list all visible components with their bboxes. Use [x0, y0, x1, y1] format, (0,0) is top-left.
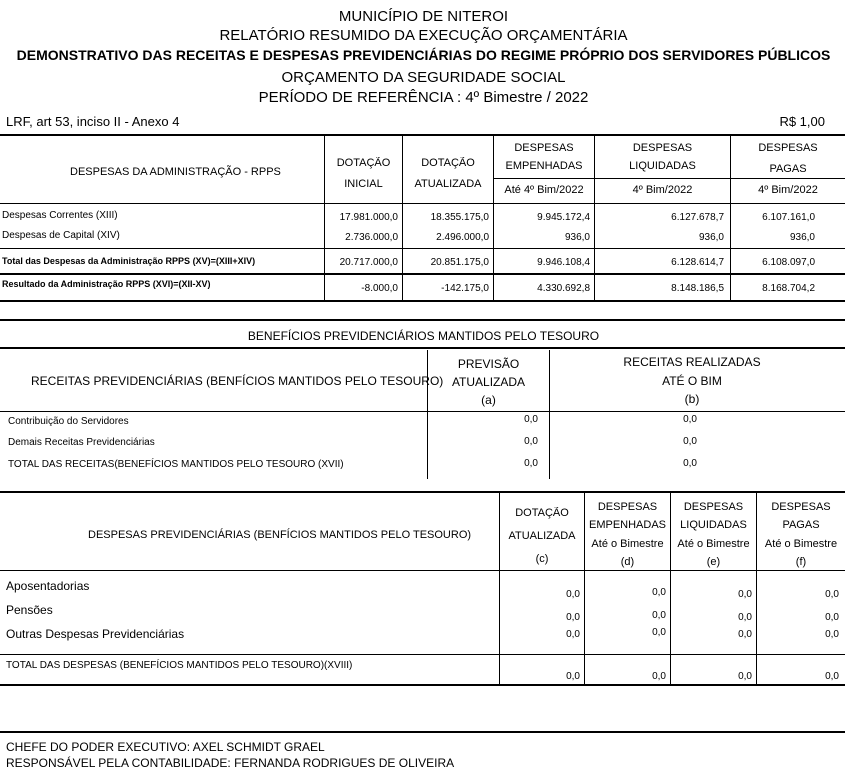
despesas-row-label: Pensões: [6, 603, 53, 617]
admin-total-value: 20.717.000,0: [339, 257, 398, 268]
col-header-liquidadas-sub: 4º Bim/2022: [632, 184, 693, 196]
despesas-col-header-empenhadas-4: (d): [620, 556, 635, 568]
despesas-row-value: 0,0: [738, 629, 752, 640]
receitas-col-header-previsao-2: ATUALIZADA: [451, 375, 526, 389]
admin-total-value: 6.108.097,0: [762, 257, 815, 268]
col-header-pagas-2: PAGAS: [769, 163, 807, 175]
despesas-row-value: 0,0: [566, 589, 580, 600]
despesas-col-header-dotacao-1: DOTAÇÃO: [515, 507, 569, 519]
receitas-row-label: Demais Receitas Previdenciárias: [8, 437, 155, 448]
col-header-dotacao-atualizada-2: ATUALIZADA: [414, 178, 482, 190]
admin-row-value: 6.127.678,7: [671, 212, 724, 223]
col-header-empenhadas-1: DESPESAS: [514, 142, 574, 154]
admin-result-value: -142.175,0: [441, 283, 489, 294]
despesas-col-header-liquidadas-4: (e): [706, 556, 721, 568]
despesas-col-header-dotacao-2: ATUALIZADA: [508, 530, 576, 542]
col-header-empenhadas-2: EMPENHADAS: [505, 160, 583, 172]
despesas-total-label: TOTAL DAS DESPESAS (BENEFÍCIOS MANTIDOS PELO TESOURO)(XVIII): [6, 660, 353, 671]
despesas-total-value: 0,0: [652, 671, 666, 682]
footer-chefe-executivo: CHEFE DO PODER EXECUTIVO: AXEL SCHMIDT GRAEL: [6, 740, 325, 754]
despesas-row-value: 0,0: [652, 587, 666, 598]
admin-row-value: 936,0: [564, 232, 590, 243]
receitas-total-label: TOTAL DAS RECEITAS(BENEFÍCIOS MANTIDOS PELO TESOURO (XVII): [8, 459, 344, 470]
col-header-pagas-sub: 4º Bim/2022: [758, 184, 818, 196]
despesas-col-header-liquidadas-2: LIQUIDADAS: [680, 519, 747, 531]
despesas-total-value: 0,0: [738, 671, 752, 682]
despesas-col-header-pagas-4: (f): [795, 556, 807, 568]
col-header-dotacao-inicial-1: DOTAÇÃO: [336, 157, 391, 169]
despesas-col-header-empenhadas-3: Até o Bimestre: [591, 538, 664, 550]
despesas-total-value: 0,0: [566, 671, 580, 682]
beneficios-section-title: BENEFÍCIOS PREVIDENCIÁRIOS MANTIDOS PELO TESOURO: [247, 329, 600, 343]
receitas-col-header-previsao-3: (a): [481, 393, 496, 407]
admin-row-label: Despesas de Capital (XIV): [2, 230, 120, 241]
admin-row-value: 6.107.161,0: [762, 212, 815, 223]
despesas-col-header-description: DESPESAS PREVIDENCIÁRIAS (BENFÍCIOS MANTIDOS PELO TESOURO): [88, 529, 472, 541]
admin-row-value: 2.496.000,0: [436, 232, 489, 243]
despesas-col-header-empenhadas-2: EMPENHADAS: [588, 519, 667, 531]
despesas-row-value: 0,0: [652, 610, 666, 621]
receitas-total-value-a: 0,0: [524, 458, 538, 469]
currency-unit: R$ 1,00: [779, 114, 825, 129]
admin-result-value: 8.168.704,2: [762, 283, 815, 294]
admin-row-value: 18.355.175,0: [430, 212, 489, 223]
despesas-total-value: 0,0: [825, 671, 839, 682]
despesas-row-label: Aposentadorias: [6, 579, 90, 593]
despesas-row-value: 0,0: [566, 629, 580, 640]
receitas-row-value-b: 0,0: [683, 414, 697, 425]
receitas-col-header-realizadas-1: RECEITAS REALIZADAS: [623, 355, 761, 369]
admin-total-value: 9.946.108,4: [537, 257, 590, 268]
admin-result-value: -8.000,0: [361, 283, 398, 294]
despesas-row-value: 0,0: [825, 612, 839, 623]
admin-result-value: 8.148.186,5: [671, 283, 724, 294]
col-header-liquidadas-2: LIQUIDADAS: [629, 160, 696, 172]
admin-row-value: 17.981.000,0: [339, 212, 398, 223]
header-relatorio: RELATÓRIO RESUMIDO DA EXECUÇÃO ORÇAMENTÁRIA: [219, 27, 628, 44]
admin-row-value: 936,0: [698, 232, 724, 243]
header-municipio: MUNICÍPIO DE NITEROI: [338, 8, 509, 25]
receitas-row-label: Contribuição do Servidores: [8, 416, 129, 427]
receitas-row-value-b: 0,0: [683, 436, 697, 447]
admin-total-value: 6.128.614,7: [671, 257, 724, 268]
despesas-col-header-empenhadas-1: DESPESAS: [597, 501, 658, 513]
col-header-pagas-1: DESPESAS: [758, 142, 818, 154]
receitas-total-value-b: 0,0: [683, 458, 697, 469]
despesas-col-header-pagas-2: PAGAS: [782, 519, 820, 531]
receitas-col-header-realizadas-3: (b): [684, 392, 700, 406]
admin-row-label: Despesas Correntes (XIII): [2, 210, 118, 221]
receitas-row-value-a: 0,0: [524, 436, 538, 447]
despesas-col-header-dotacao-3: (c): [535, 553, 549, 565]
header-demonstrativo: DEMONSTRATIVO DAS RECEITAS E DESPESAS PREVIDENCIÁRIAS DO REGIME PRÓPRIO DOS SERVIDORES PÚBLICOS: [16, 47, 831, 63]
col-header-liquidadas-1: DESPESAS: [632, 142, 693, 154]
despesas-row-label: Outras Despesas Previdenciárias: [6, 627, 185, 641]
despesas-col-header-pagas-1: DESPESAS: [771, 501, 831, 513]
col-header-dotacao-inicial-2: INICIAL: [344, 178, 383, 190]
receitas-row-value-a: 0,0: [524, 414, 538, 425]
admin-row-value: 936,0: [789, 232, 815, 243]
admin-row-value: 9.945.172,4: [537, 212, 590, 223]
receitas-col-header-previsao-1: PREVISÃO: [457, 357, 520, 371]
admin-total-label: Total das Despesas da Administração RPPS (XV)=(XIII+XIV): [2, 256, 256, 266]
header-periodo: PERÍODO DE REFERÊNCIA : 4º Bimestre / 2022: [258, 89, 589, 106]
admin-total-value: 20.851.175,0: [430, 257, 489, 268]
admin-row-value: 2.736.000,0: [345, 232, 398, 243]
col-header-empenhadas-sub: Até 4º Bim/2022: [504, 184, 584, 196]
despesas-row-value: 0,0: [738, 612, 752, 623]
despesas-row-value: 0,0: [652, 627, 666, 638]
despesas-row-value: 0,0: [825, 629, 839, 640]
despesas-row-value: 0,0: [825, 589, 839, 600]
despesas-col-header-liquidadas-3: Até o Bimestre: [677, 538, 750, 550]
header-orcamento: ORÇAMENTO DA SEGURIDADE SOCIAL: [281, 69, 566, 86]
despesas-row-value: 0,0: [566, 612, 580, 623]
receitas-col-header-realizadas-2: ATÉ O BIM: [662, 374, 722, 388]
despesas-col-header-liquidadas-1: DESPESAS: [683, 501, 744, 513]
despesas-col-header-pagas-3: Até o Bimestre: [764, 538, 838, 550]
col-header-dotacao-atualizada-1: DOTAÇÃO: [421, 157, 475, 169]
receitas-col-header-description: RECEITAS PREVIDENCIÁRIAS (BENFÍCIOS MANTIDOS PELO TESOURO): [31, 374, 444, 388]
admin-result-value: 4.330.692,8: [537, 283, 590, 294]
despesas-row-value: 0,0: [738, 589, 752, 600]
col-header-description: DESPESAS DA ADMINISTRAÇÃO - RPPS: [70, 166, 281, 178]
admin-result-label: Resultado da Administração RPPS (XVI)=(XII-XV): [2, 279, 211, 289]
footer-responsavel-contabilidade: RESPONSÁVEL PELA CONTABILIDADE: FERNANDA RODRIGUES DE OLIVEIRA: [6, 756, 455, 770]
lrf-reference: LRF, art 53, inciso II - Anexo 4: [6, 114, 180, 129]
